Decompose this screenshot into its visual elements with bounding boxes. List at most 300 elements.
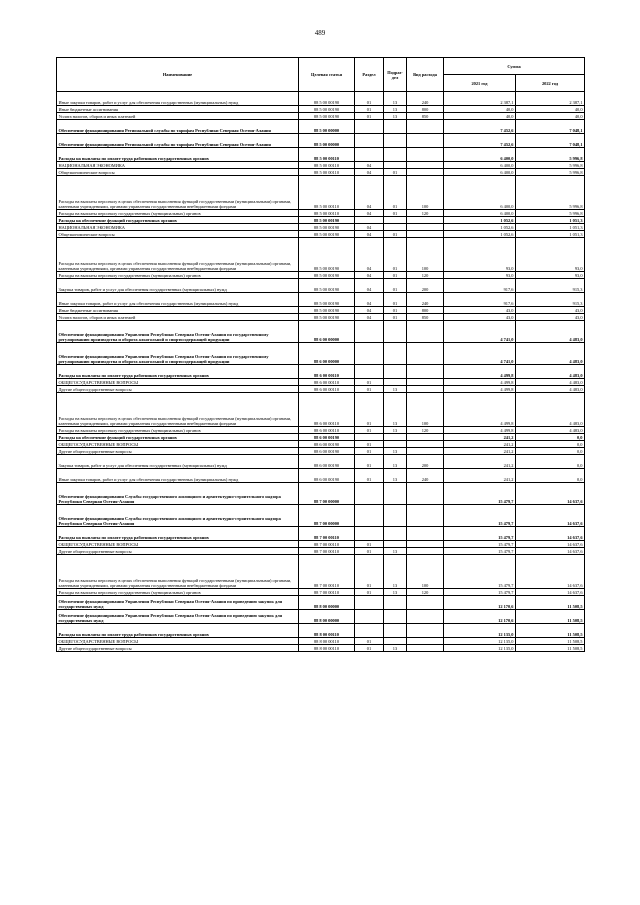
row-expense-type xyxy=(407,162,444,169)
row-expense-type xyxy=(407,231,444,238)
header-year-2022: 2022 год xyxy=(516,75,585,92)
row-subsection: 13 xyxy=(384,106,407,113)
row-amount-2021: 15 479,7 xyxy=(444,548,516,555)
row-code: 88 5 00 00110 xyxy=(299,210,355,217)
row-expense-type xyxy=(407,645,444,652)
header-name: Наименование xyxy=(57,58,299,92)
row-amount-2021: 4 741,0 xyxy=(444,321,516,343)
table-row xyxy=(57,217,585,224)
row-section: 01 xyxy=(355,386,384,393)
row-amount-2021: 241,2 xyxy=(444,434,516,441)
row-name: Обеспечение функционирования Региональной службы по тарифам Республики Северная Осетия-Алания xyxy=(57,134,299,148)
header-subsection: Подраз-дел xyxy=(384,58,407,92)
row-code: 88 6 00 00190 xyxy=(299,441,355,448)
row-subsection: 13 xyxy=(384,386,407,393)
row-amount-2021: 4 499,8 xyxy=(444,379,516,386)
table-row xyxy=(57,427,585,434)
row-amount-2021: 241,2 xyxy=(444,448,516,455)
row-amount-2022: 14 637,6 xyxy=(516,527,585,541)
row-name: Другие общегосударственные вопросы xyxy=(57,548,299,555)
row-code: 88 5 00 00190 xyxy=(299,314,355,321)
row-amount-2022: 4 483,0 xyxy=(516,393,585,427)
row-amount-2022: 0,0 xyxy=(516,448,585,455)
row-code: 88 6 00 00190 xyxy=(299,448,355,455)
row-expense-type xyxy=(407,483,444,505)
row-name: Другие общегосударственные вопросы xyxy=(57,386,299,393)
row-expense-type xyxy=(407,505,444,527)
row-subsection xyxy=(384,224,407,231)
row-section: 04 xyxy=(355,176,384,210)
row-section: 01 xyxy=(355,448,384,455)
row-amount-2021: 241,2 xyxy=(444,469,516,483)
row-section xyxy=(355,624,384,638)
header-year-2021: 2021 год xyxy=(444,75,516,92)
row-section: 01 xyxy=(355,548,384,555)
row-amount-2021: 1 052,6 xyxy=(444,224,516,231)
row-expense-type xyxy=(407,624,444,638)
row-amount-2021: 15 479,7 xyxy=(444,541,516,548)
table-row xyxy=(57,106,585,113)
row-amount-2021: 1 052,6 xyxy=(444,217,516,224)
row-amount-2022: 5 996,8 xyxy=(516,169,585,176)
row-name: Расходы на выплаты персоналу государственных (муниципальных) органов xyxy=(57,210,299,217)
row-expense-type xyxy=(407,527,444,541)
row-expense-type xyxy=(407,596,444,610)
row-amount-2021: 93,0 xyxy=(444,238,516,272)
row-amount-2022: 11 508,5 xyxy=(516,638,585,645)
row-code: 88 5 00 00190 xyxy=(299,307,355,314)
row-expense-type xyxy=(407,148,444,162)
row-name: ОБЩЕГОСУДАРСТВЕННЫЕ ВОПРОСЫ xyxy=(57,441,299,448)
row-section: 01 xyxy=(355,455,384,469)
row-subsection: 13 xyxy=(384,469,407,483)
row-subsection: 13 xyxy=(384,455,407,469)
row-subsection xyxy=(384,505,407,527)
row-name: Иные закупки товаров, работ и услуг для обеспечения государственных (муниципальных) нужд xyxy=(57,92,299,106)
row-amount-2022: 7 048,1 xyxy=(516,120,585,134)
row-section: 01 xyxy=(355,113,384,120)
row-name: Обеспечение функционирования Региональной службы по тарифам Республики Северная Осетия-Алания xyxy=(57,120,299,134)
row-code: 88 5 00 00000 xyxy=(299,134,355,148)
row-code: 88 5 00 00000 xyxy=(299,120,355,134)
row-subsection xyxy=(384,217,407,224)
row-expense-type: 120 xyxy=(407,589,444,596)
row-amount-2022: 43,0 xyxy=(516,307,585,314)
row-expense-type xyxy=(407,434,444,441)
row-expense-type: 120 xyxy=(407,427,444,434)
table-row xyxy=(57,343,585,365)
table-row xyxy=(57,365,585,379)
table-row xyxy=(57,293,585,307)
row-code: 88 5 00 00190 xyxy=(299,217,355,224)
row-amount-2021: 6 400,0 xyxy=(444,148,516,162)
row-amount-2022: 14 637,6 xyxy=(516,589,585,596)
row-section: 04 xyxy=(355,272,384,279)
row-name: Расходы на выплаты по оплате труда работников государственных органов xyxy=(57,365,299,379)
row-subsection xyxy=(384,441,407,448)
row-name: Расходы на выплаты по оплате труда работников государственных органов xyxy=(57,624,299,638)
row-amount-2021: 6 400,0 xyxy=(444,210,516,217)
row-amount-2022: 40,0 xyxy=(516,106,585,113)
row-subsection xyxy=(384,527,407,541)
row-amount-2022: 0,0 xyxy=(516,434,585,441)
row-subsection xyxy=(384,624,407,638)
row-amount-2021: 6 400,0 xyxy=(444,176,516,210)
header-expense-type: Вид расхода xyxy=(407,58,444,92)
row-section: 04 xyxy=(355,293,384,307)
row-code: 88 5 00 00190 xyxy=(299,238,355,272)
table-row xyxy=(57,610,585,624)
row-name: ОБЩЕГОСУДАРСТВЕННЫЕ ВОПРОСЫ xyxy=(57,638,299,645)
row-name: Обеспечение функционирования Управления Республики Северная Осетия-Алания по проведению закупок для государственных нужд xyxy=(57,596,299,610)
row-section xyxy=(355,610,384,624)
row-section: 01 xyxy=(355,555,384,589)
row-amount-2022: 4 483,0 xyxy=(516,321,585,343)
row-name: Расходы на выплаты персоналу в целях обеспечения выполнения функций государственными (муниципальными) органами, казенными учреждениями, органами управления государственными внебюджетными фондами xyxy=(57,238,299,272)
row-amount-2021: 241,2 xyxy=(444,455,516,469)
row-subsection: 01 xyxy=(384,293,407,307)
table-body xyxy=(57,92,585,652)
row-name: Расходы на обеспечение функций государственных органов xyxy=(57,434,299,441)
row-section: 04 xyxy=(355,210,384,217)
table-row xyxy=(57,393,585,427)
row-name: Иные закупки товаров, работ и услуг для обеспечения государственных (муниципальных) нужд xyxy=(57,293,299,307)
table-row xyxy=(57,314,585,321)
row-section: 04 xyxy=(355,279,384,293)
row-code: 88 5 00 00110 xyxy=(299,148,355,162)
table-row xyxy=(57,455,585,469)
row-amount-2022: 4 483,0 xyxy=(516,427,585,434)
row-code: 88 6 00 00110 xyxy=(299,365,355,379)
row-code: 88 6 00 00000 xyxy=(299,343,355,365)
row-code: 88 5 00 00110 xyxy=(299,176,355,210)
row-subsection xyxy=(384,483,407,505)
row-name: ОБЩЕГОСУДАРСТВЕННЫЕ ВОПРОСЫ xyxy=(57,379,299,386)
row-code: 88 6 00 00190 xyxy=(299,434,355,441)
row-expense-type xyxy=(407,169,444,176)
row-subsection xyxy=(384,379,407,386)
table-row xyxy=(57,92,585,106)
row-subsection xyxy=(384,321,407,343)
row-expense-type xyxy=(407,120,444,134)
row-amount-2021: 12 170,6 xyxy=(444,596,516,610)
row-subsection: 01 xyxy=(384,176,407,210)
row-subsection xyxy=(384,541,407,548)
row-expense-type: 850 xyxy=(407,314,444,321)
row-amount-2021: 4 499,8 xyxy=(444,427,516,434)
row-amount-2021: 15 479,7 xyxy=(444,589,516,596)
row-section xyxy=(355,505,384,527)
row-section: 01 xyxy=(355,427,384,434)
table-row xyxy=(57,448,585,455)
row-subsection: 01 xyxy=(384,231,407,238)
row-section xyxy=(355,134,384,148)
row-amount-2021: 15 479,7 xyxy=(444,527,516,541)
row-amount-2022: 2 387,1 xyxy=(516,92,585,106)
row-code: 88 7 00 00110 xyxy=(299,548,355,555)
row-expense-type xyxy=(407,386,444,393)
row-amount-2022: 5 996,8 xyxy=(516,176,585,210)
table-row xyxy=(57,279,585,293)
table-row xyxy=(57,548,585,555)
row-expense-type xyxy=(407,541,444,548)
row-expense-type: 800 xyxy=(407,307,444,314)
row-subsection xyxy=(384,343,407,365)
table-row xyxy=(57,134,585,148)
row-amount-2021: 12 135,0 xyxy=(444,645,516,652)
row-name: Обеспечение функционирования Службы государственного жилищного и архитектурно-строительного надзора Республики Северная Осетия-Алания xyxy=(57,505,299,527)
row-code: 88 5 00 00190 xyxy=(299,113,355,120)
table-row xyxy=(57,176,585,210)
row-name: ОБЩЕГОСУДАРСТВЕННЫЕ ВОПРОСЫ xyxy=(57,541,299,548)
row-amount-2021: 7 452,6 xyxy=(444,134,516,148)
row-amount-2022: 11 508,5 xyxy=(516,596,585,610)
row-amount-2022: 1 051,3 xyxy=(516,231,585,238)
row-amount-2022: 14 637,6 xyxy=(516,505,585,527)
row-amount-2021: 917,6 xyxy=(444,293,516,307)
row-code: 88 7 00 00110 xyxy=(299,555,355,589)
row-name: Расходы на выплаты персоналу в целях обеспечения выполнения функций государственными (муниципальными) органами, казенными учреждениями, органами управления государственными внебюджетными фондами xyxy=(57,176,299,210)
row-amount-2021: 4 741,0 xyxy=(444,343,516,365)
header-code: Целевая статья xyxy=(299,58,355,92)
row-subsection: 13 xyxy=(384,393,407,427)
row-amount-2022: 11 508,5 xyxy=(516,610,585,624)
row-name: НАЦИОНАЛЬНАЯ ЭКОНОМИКА xyxy=(57,224,299,231)
row-section xyxy=(355,148,384,162)
row-subsection: 01 xyxy=(384,169,407,176)
row-section: 01 xyxy=(355,106,384,113)
row-subsection: 13 xyxy=(384,427,407,434)
row-name: Другие общегосударственные вопросы xyxy=(57,448,299,455)
row-amount-2022: 11 508,5 xyxy=(516,624,585,638)
row-name: Расходы на выплаты персоналу государственных (муниципальных) органов xyxy=(57,272,299,279)
table-row xyxy=(57,589,585,596)
row-code: 88 6 00 00190 xyxy=(299,469,355,483)
row-code: 88 5 00 00190 xyxy=(299,279,355,293)
row-amount-2022: 4 483,0 xyxy=(516,343,585,365)
row-code: 88 7 00 00110 xyxy=(299,589,355,596)
row-name: Иные бюджетные ассигнования xyxy=(57,106,299,113)
table-row xyxy=(57,321,585,343)
row-subsection: 13 xyxy=(384,555,407,589)
row-subsection xyxy=(384,638,407,645)
table-row xyxy=(57,307,585,314)
row-amount-2022: 93,0 xyxy=(516,238,585,272)
row-section: 01 xyxy=(355,393,384,427)
row-amount-2022: 915,3 xyxy=(516,293,585,307)
row-expense-type xyxy=(407,441,444,448)
table-row xyxy=(57,231,585,238)
row-expense-type xyxy=(407,610,444,624)
row-subsection: 01 xyxy=(384,307,407,314)
row-name: Расходы на выплаты персоналу государственных (муниципальных) органов xyxy=(57,589,299,596)
row-section: 01 xyxy=(355,589,384,596)
row-name: Общеэкономические вопросы xyxy=(57,231,299,238)
table-row xyxy=(57,113,585,120)
header-sums: Сумма xyxy=(444,58,585,75)
row-amount-2021: 2 387,1 xyxy=(444,92,516,106)
row-code: 88 6 00 00110 xyxy=(299,427,355,434)
row-name: НАЦИОНАЛЬНАЯ ЭКОНОМИКА xyxy=(57,162,299,169)
row-name: Закупка товаров, работ и услуг для обеспечения государственных (муниципальных) нужд xyxy=(57,455,299,469)
row-amount-2022: 40,0 xyxy=(516,113,585,120)
row-amount-2022: 7 048,1 xyxy=(516,134,585,148)
row-section xyxy=(355,120,384,134)
row-subsection: 01 xyxy=(384,272,407,279)
row-code: 88 8 00 00000 xyxy=(299,610,355,624)
row-name: Расходы на обеспечение функций государственных органов xyxy=(57,217,299,224)
row-section: 01 xyxy=(355,541,384,548)
row-amount-2022: 14 637,6 xyxy=(516,483,585,505)
row-subsection: 13 xyxy=(384,589,407,596)
table-row xyxy=(57,555,585,589)
row-expense-type xyxy=(407,217,444,224)
table-row xyxy=(57,162,585,169)
row-amount-2022: 4 483,0 xyxy=(516,379,585,386)
row-subsection xyxy=(384,610,407,624)
row-amount-2022: 5 996,8 xyxy=(516,148,585,162)
row-amount-2022: 1 051,3 xyxy=(516,224,585,231)
row-section xyxy=(355,434,384,441)
row-amount-2021: 6 400,0 xyxy=(444,162,516,169)
row-name: Уплата налогов, сборов и иных платежей xyxy=(57,113,299,120)
row-amount-2022: 0,0 xyxy=(516,455,585,469)
row-amount-2022: 0,0 xyxy=(516,469,585,483)
row-name: Обеспечение функционирования Управления Республики Северная Осетия-Алания по государственному регулированию производства и оборота алкогольной и спиртосодержащей продукции xyxy=(57,321,299,343)
row-subsection: 01 xyxy=(384,279,407,293)
row-expense-type: 120 xyxy=(407,272,444,279)
row-amount-2022: 93,0 xyxy=(516,272,585,279)
row-amount-2022: 14 637,6 xyxy=(516,541,585,548)
row-subsection: 01 xyxy=(384,210,407,217)
row-amount-2021: 15 479,7 xyxy=(444,505,516,527)
row-amount-2021: 40,0 xyxy=(444,106,516,113)
row-name: Обеспечение функционирования Управления Республики Северная Осетия-Алания по государственному регулированию производства и оборота алкогольной и спиртосодержащей продукции xyxy=(57,343,299,365)
row-amount-2022: 43,0 xyxy=(516,314,585,321)
row-amount-2022: 11 508,5 xyxy=(516,645,585,652)
row-amount-2021: 93,0 xyxy=(444,272,516,279)
row-subsection xyxy=(384,120,407,134)
row-subsection: 13 xyxy=(384,92,407,106)
row-expense-type xyxy=(407,638,444,645)
row-subsection: 01 xyxy=(384,314,407,321)
row-expense-type xyxy=(407,365,444,379)
row-section: 04 xyxy=(355,169,384,176)
table-row xyxy=(57,596,585,610)
row-name: Уплата налогов, сборов и иных платежей xyxy=(57,314,299,321)
table-row xyxy=(57,469,585,483)
row-amount-2021: 15 479,7 xyxy=(444,555,516,589)
row-code: 88 6 00 00110 xyxy=(299,386,355,393)
row-subsection xyxy=(384,434,407,441)
row-amount-2022: 14 637,6 xyxy=(516,548,585,555)
table-row xyxy=(57,638,585,645)
row-amount-2021: 6 400,0 xyxy=(444,169,516,176)
table-row xyxy=(57,645,585,652)
row-amount-2022: 14 637,6 xyxy=(516,555,585,589)
row-section xyxy=(355,365,384,379)
row-code: 88 5 00 00110 xyxy=(299,169,355,176)
row-section xyxy=(355,527,384,541)
table-row xyxy=(57,169,585,176)
row-expense-type: 240 xyxy=(407,469,444,483)
row-subsection: 01 xyxy=(384,238,407,272)
row-section: 01 xyxy=(355,645,384,652)
row-amount-2022: 5 996,8 xyxy=(516,162,585,169)
row-expense-type: 850 xyxy=(407,113,444,120)
row-expense-type: 200 xyxy=(407,455,444,469)
row-name: Расходы на выплаты персоналу в целях обеспечения выполнения функций государственными (муниципальными) органами, казенными учреждениями, органами управления государственными внебюджетными фондами xyxy=(57,555,299,589)
row-section: 01 xyxy=(355,638,384,645)
row-section xyxy=(355,343,384,365)
row-expense-type: 800 xyxy=(407,106,444,113)
row-expense-type xyxy=(407,448,444,455)
row-amount-2021: 43,0 xyxy=(444,307,516,314)
table-row xyxy=(57,541,585,548)
row-code: 88 5 00 00190 xyxy=(299,231,355,238)
table-row xyxy=(57,224,585,231)
row-code: 88 5 00 00190 xyxy=(299,106,355,113)
table-row xyxy=(57,379,585,386)
row-expense-type xyxy=(407,321,444,343)
row-section xyxy=(355,483,384,505)
row-subsection xyxy=(384,162,407,169)
table-row xyxy=(57,483,585,505)
row-section: 01 xyxy=(355,441,384,448)
row-section: 01 xyxy=(355,379,384,386)
row-name: Расходы на выплаты персоналу в целях обеспечения выполнения функций государственными (муниципальными) органами, казенными учреждениями, органами управления государственными внебюджетными фондами xyxy=(57,393,299,427)
row-section: 04 xyxy=(355,162,384,169)
row-amount-2022: 4 483,0 xyxy=(516,386,585,393)
row-subsection xyxy=(384,148,407,162)
row-expense-type: 120 xyxy=(407,210,444,217)
row-amount-2021: 15 479,7 xyxy=(444,483,516,505)
table-header xyxy=(57,58,585,92)
row-section xyxy=(355,321,384,343)
row-amount-2021: 12 135,0 xyxy=(444,638,516,645)
row-amount-2021: 7 452,6 xyxy=(444,120,516,134)
table-row xyxy=(57,441,585,448)
table-row xyxy=(57,272,585,279)
row-amount-2021: 4 499,8 xyxy=(444,393,516,427)
row-amount-2022: 4 483,0 xyxy=(516,365,585,379)
table-row xyxy=(57,527,585,541)
row-code: 88 8 00 00110 xyxy=(299,638,355,645)
row-subsection xyxy=(384,134,407,148)
table-row xyxy=(57,210,585,217)
budget-table xyxy=(56,57,585,652)
row-expense-type xyxy=(407,343,444,365)
table-row xyxy=(57,505,585,527)
row-code: 88 6 00 00190 xyxy=(299,455,355,469)
row-code: 88 6 00 00110 xyxy=(299,393,355,427)
row-expense-type: 200 xyxy=(407,279,444,293)
row-subsection: 13 xyxy=(384,448,407,455)
row-code: 88 5 00 00190 xyxy=(299,272,355,279)
row-section: 04 xyxy=(355,307,384,314)
row-amount-2021: 12 170,6 xyxy=(444,610,516,624)
row-expense-type xyxy=(407,548,444,555)
row-expense-type: 240 xyxy=(407,92,444,106)
row-expense-type: 100 xyxy=(407,176,444,210)
table-row xyxy=(57,238,585,272)
row-amount-2022: 0,0 xyxy=(516,441,585,448)
row-subsection: 13 xyxy=(384,548,407,555)
table-row xyxy=(57,120,585,134)
row-section: 04 xyxy=(355,231,384,238)
header-section: Раздел xyxy=(355,58,384,92)
row-expense-type xyxy=(407,379,444,386)
